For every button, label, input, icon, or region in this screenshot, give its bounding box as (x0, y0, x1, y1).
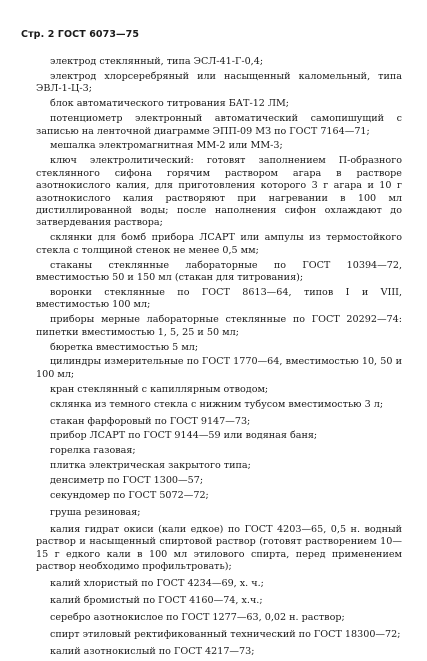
list-item: бюретка вместимостью 5 мл; (50, 341, 199, 353)
list-item: спирт этиловый ректификованный технический по ГОСТ 18300—72; (50, 628, 401, 640)
list-item: кран стеклянный с капиллярным отводом; (50, 383, 269, 395)
list-item: калий бромистый по ГОСТ 4160—74, х.ч.; (50, 594, 263, 606)
list-item: денсиметр по ГОСТ 1300—57; (50, 475, 204, 487)
list-item: электрод хлорсеребряный или насыщенный каломельный, типа ЭВЛ-1-Ц-3; (36, 70, 402, 95)
list-item: калий азотнокислый по ГОСТ 4217—73; (50, 645, 255, 657)
list-item: плитка электрическая закрытого типа; (50, 460, 251, 472)
list-item: прибор ЛСАРТ по ГОСТ 9144—59 или водяная баня; (50, 430, 318, 442)
list-item: горелка газовая; (50, 445, 136, 457)
document-body (36, 56, 402, 661)
list-item: склянки для бомб прибора ЛСАРТ или ампулы из термостойкого стекла с толщиной стенок не менее 0,5 мм; (36, 232, 402, 256)
list-item: калия гидрат окиси (кали едкое) по ГОСТ 4203—65, 0,5 н. водный раствор и насыщенный спиртовой раствор (готовят растворением 10—15 г едкого кали в 100 мл этилового спирта, перед применением раствор необходимо профильтровать); (36, 523, 402, 573)
list-item: цилиндры измерительные по ГОСТ 1770—64, вместимостью 10, 50 и 100 мл; (36, 356, 402, 380)
list-item: блок автоматического титрования БАТ-12 ЛМ; (50, 98, 290, 110)
list-item: секундомер по ГОСТ 5072—72; (50, 490, 209, 502)
list-item: ключ электролитический: готовят заполнением П-образного стеклянного сифона горячим раствором агара в растворе азотнокислого калия, для приготовления которого 3 г агара и 10 г азотнокислого калия растворяют при нагревании в 100 мл дистиллированной воды; после наполнения сифон охлаждают до затвердевания раствора; (36, 155, 402, 229)
list-item: электрод стеклянный, типа ЭСЛ-41-Г-0,4; (50, 56, 264, 67)
list-item: груша резиновая; (50, 507, 141, 518)
list-item: приборы мерные лабораторные стеклянные по ГОСТ 20292—74: пипетки вместимостью 1, 5, 25 и 50 мл; (36, 314, 402, 338)
list-item: стакан фарфоровый по ГОСТ 9147—73; (50, 415, 251, 427)
list-item: мешалка электромагнитная ММ-2 или ММ-3; (50, 140, 283, 152)
list-item: стаканы стеклянные лабораторные по ГОСТ 10394—72, вместимостью 50 и 150 мл (стакан для титрования); (36, 259, 402, 283)
list-item: воронки стеклянные по ГОСТ 8613—64, типов I и VIII, вместимостью 100 мл; (36, 286, 402, 311)
list-item: серебро азотнокислое по ГОСТ 1277—63, 0,02 н. раствор; (50, 611, 345, 623)
list-item: калий хлористый по ГОСТ 4234—69, х. ч.; (50, 578, 264, 590)
list-item: потенциометр электронный автоматический самопишущий с записью на ленточной диаграмме ЭПП-09 МЗ по ГОСТ 7164—71; (36, 113, 402, 137)
page-header: Стр. 2 ГОСТ 6073—75 (21, 29, 140, 40)
list-item: склянка из темного стекла с нижним тубусом вместимостью 3 л; (50, 398, 384, 410)
